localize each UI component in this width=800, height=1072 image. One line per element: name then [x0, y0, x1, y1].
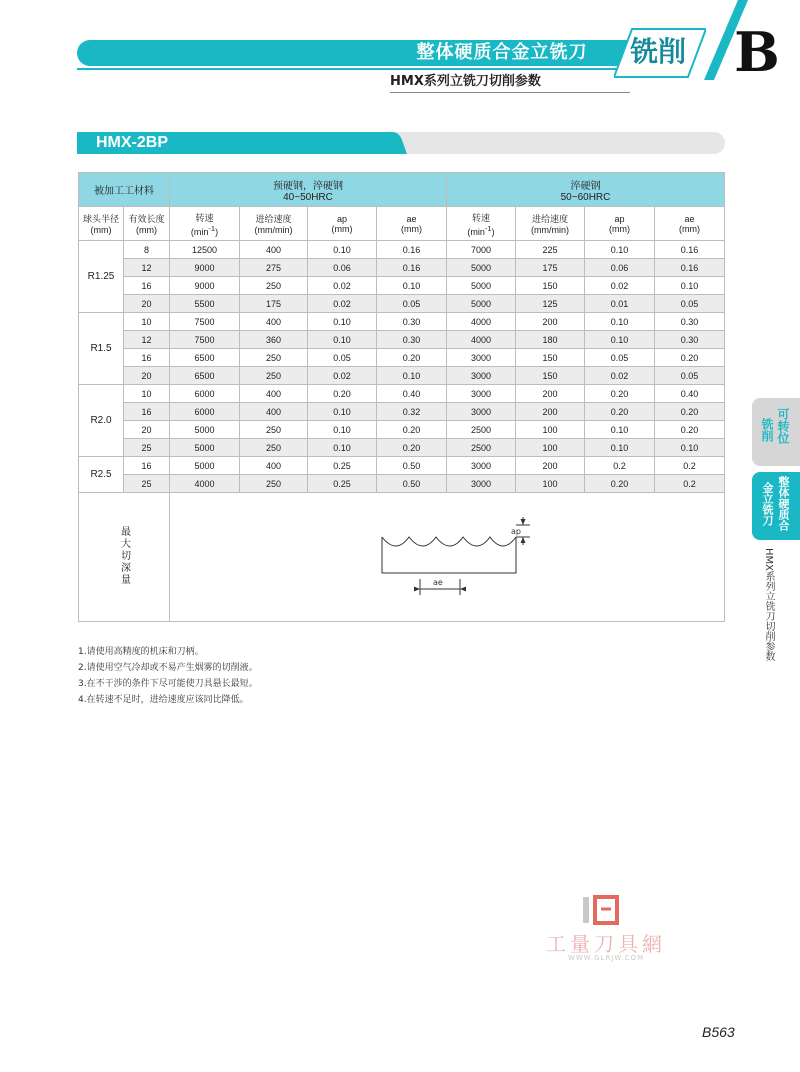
header-tab-label: 铣削 — [629, 35, 686, 68]
depth-row — [79, 493, 725, 622]
table-cell: 0.20 — [308, 385, 377, 403]
table-cell: 25 — [124, 475, 170, 493]
table-row — [79, 475, 725, 493]
table-cell: 200 — [516, 385, 585, 403]
table-cell: 0.20 — [655, 349, 725, 367]
table-cell: 0.20 — [377, 349, 447, 367]
table-cell: 250 — [240, 475, 308, 493]
watermark-text: 工量刀具網 — [546, 932, 666, 956]
table-cell: 16 — [124, 403, 170, 421]
side-section-label: HMX系列立铣刀切削参数 — [763, 548, 774, 661]
table-cell: 275 — [240, 259, 308, 277]
table-cell: 12 — [124, 259, 170, 277]
table-cell: 0.20 — [585, 475, 655, 493]
col-ae-2: ae (mm) — [655, 207, 725, 241]
table-cell: 0.02 — [308, 277, 377, 295]
table-cell: 0.01 — [585, 295, 655, 313]
table-row — [79, 349, 725, 367]
table-cell: 0.10 — [585, 313, 655, 331]
table-cell: 400 — [240, 385, 308, 403]
table-cell: 200 — [516, 313, 585, 331]
table-cell: 0.10 — [308, 331, 377, 349]
table-cell: 0.10 — [377, 277, 447, 295]
table-cell: 25 — [124, 439, 170, 457]
table-cell: 400 — [240, 457, 308, 475]
table-cell: 0.05 — [377, 295, 447, 313]
table-row — [79, 295, 725, 313]
page-number: B563 — [702, 1024, 735, 1040]
note-item: 4.在转速不足时，进给速度应该同比降低。 — [78, 695, 249, 705]
group1-header: 预硬钢，淬硬钢 40~50HRC — [170, 173, 447, 207]
table-cell: 7500 — [170, 313, 240, 331]
table-cell: 7500 — [170, 331, 240, 349]
table-cell: 0.02 — [585, 277, 655, 295]
table-row — [79, 367, 725, 385]
table-cell: 0.10 — [308, 439, 377, 457]
table-cell: 0.50 — [377, 475, 447, 493]
table-cell: 3000 — [447, 403, 516, 421]
radius-cell: R1.25 — [79, 241, 124, 313]
col-radius: 球头半径 (mm) — [79, 207, 124, 241]
header-subtitle: HMX系列立铣刀切削参数 — [390, 74, 541, 89]
col-length: 有效长度 (mm) — [124, 207, 170, 241]
table-cell: 0.40 — [655, 385, 725, 403]
table-cell: 0.2 — [655, 475, 725, 493]
table-cell: 6000 — [170, 385, 240, 403]
table-cell: 0.16 — [655, 241, 725, 259]
table-cell: 0.2 — [585, 457, 655, 475]
table-cell: 0.16 — [377, 241, 447, 259]
table-cell: 10 — [124, 385, 170, 403]
table-cell: 2500 — [447, 439, 516, 457]
side-tab1-text-b: 铣削 — [760, 418, 774, 442]
note-item: 3.在不干涉的条件下尽可能使刀具悬长最短。 — [78, 679, 258, 689]
table-cell: 6500 — [170, 349, 240, 367]
table-row — [79, 313, 725, 331]
col-speed-1: 转速 $(\min^{-1})$ — [170, 207, 240, 241]
table-row — [79, 421, 725, 439]
table-row — [79, 385, 725, 403]
table-cell: 0.30 — [655, 331, 725, 349]
table-cell: 250 — [240, 439, 308, 457]
table-cell: 5000 — [447, 259, 516, 277]
table-cell: 16 — [124, 277, 170, 295]
table-cell: 3000 — [447, 385, 516, 403]
table-cell: 400 — [240, 403, 308, 421]
radius-cell: R2.0 — [79, 385, 124, 457]
table-cell: 0.16 — [655, 259, 725, 277]
col-feed-2: 进给速度 (mm/min) — [516, 207, 585, 241]
watermark-logo-icon — [581, 895, 621, 925]
depth-label-cell — [79, 493, 170, 622]
table-cell: 0.10 — [308, 403, 377, 421]
col-ae-1: ae (mm) — [377, 207, 447, 241]
table-cell: 0.02 — [308, 367, 377, 385]
group2-header: 淬硬钢 50~60HRC — [447, 173, 725, 207]
table-cell: 175 — [240, 295, 308, 313]
table-cell: 3000 — [447, 475, 516, 493]
chapter-letter: B — [734, 20, 780, 84]
table-cell: 0.10 — [308, 313, 377, 331]
table-cell: 4000 — [170, 475, 240, 493]
table-cell: 20 — [124, 421, 170, 439]
table-cell: 9000 — [170, 259, 240, 277]
table-cell: 16 — [124, 349, 170, 367]
table-cell: 250 — [240, 277, 308, 295]
table-cell: 200 — [516, 457, 585, 475]
table-cell: 0.20 — [655, 403, 725, 421]
radius-cell: R2.5 — [79, 457, 124, 493]
table-cell: 0.50 — [377, 457, 447, 475]
side-tab2-text-a: 整体硬质合 — [777, 476, 790, 531]
table-cell: 12500 — [170, 241, 240, 259]
table-cell: 0.05 — [308, 349, 377, 367]
table-cell: 175 — [516, 259, 585, 277]
table-cell: 100 — [516, 475, 585, 493]
section-title: HMX-2BP — [96, 134, 169, 151]
table-cell: 250 — [240, 349, 308, 367]
table-cell: 2500 — [447, 421, 516, 439]
table-cell: 0.10 — [655, 277, 725, 295]
table-cell: 0.20 — [655, 421, 725, 439]
table-row — [79, 277, 725, 295]
table-cell: 360 — [240, 331, 308, 349]
table-row — [79, 457, 725, 475]
table-cell: 5000 — [170, 421, 240, 439]
cutting-parameter-table — [78, 172, 725, 622]
table-cell: 7000 — [447, 241, 516, 259]
table-cell: 0.25 — [308, 457, 377, 475]
table-cell: 0.10 — [308, 421, 377, 439]
table-cell: 0.02 — [585, 367, 655, 385]
table-row — [79, 331, 725, 349]
table-cell: 225 — [516, 241, 585, 259]
header-underline — [77, 68, 632, 70]
table-cell: 0.25 — [308, 475, 377, 493]
col-speed-2: 转速 $(\min^{-1})$ — [447, 207, 516, 241]
table-cell: 9000 — [170, 277, 240, 295]
material-header: 被加工工材料 — [79, 173, 170, 207]
side-tab1-text-a: 可转位 — [776, 408, 790, 444]
table-cell: 5000 — [447, 277, 516, 295]
table-cell: 0.10 — [585, 421, 655, 439]
table-cell: 250 — [240, 367, 308, 385]
table-cell: 5000 — [170, 439, 240, 457]
table-cell: 0.2 — [655, 457, 725, 475]
table-cell: 0.06 — [585, 259, 655, 277]
table-row — [79, 259, 725, 277]
col-ap-2: ap (mm) — [585, 207, 655, 241]
table-cell: 4000 — [447, 313, 516, 331]
table-cell: 0.10 — [655, 439, 725, 457]
subtitle-rule — [390, 92, 630, 93]
table-cell: 0.30 — [655, 313, 725, 331]
table-cell: 5000 — [447, 295, 516, 313]
note-item: 1.请使用高精度的机床和刀柄。 — [78, 647, 204, 657]
table-cell: 150 — [516, 349, 585, 367]
table-cell: 200 — [516, 403, 585, 421]
table-cell: 3000 — [447, 367, 516, 385]
table-cell: 0.06 — [308, 259, 377, 277]
table-cell: 180 — [516, 331, 585, 349]
table-cell: 10 — [124, 313, 170, 331]
table-cell: 100 — [516, 439, 585, 457]
table-cell: 4000 — [447, 331, 516, 349]
table-cell: 16 — [124, 457, 170, 475]
table-cell: 250 — [240, 421, 308, 439]
table-cell: 0.10 — [585, 331, 655, 349]
table-cell: 0.30 — [377, 331, 447, 349]
table-cell: 0.05 — [655, 367, 725, 385]
col-feed-1: 进给速度 (mm/min) — [240, 207, 308, 241]
watermark-url: WWW.GLRJW.COM — [567, 954, 645, 962]
table-cell: 6000 — [170, 403, 240, 421]
table-cell: 0.20 — [377, 439, 447, 457]
table-cell: 0.05 — [585, 349, 655, 367]
ae-label: ae — [433, 578, 443, 587]
table-cell: 0.40 — [377, 385, 447, 403]
diagram-cell — [170, 493, 725, 622]
table-cell: 0.30 — [377, 313, 447, 331]
table-cell: 0.32 — [377, 403, 447, 421]
table-cell: 400 — [240, 241, 308, 259]
side-tab2-text-b: 金立铣刀 — [761, 482, 774, 526]
table-cell: 0.02 — [308, 295, 377, 313]
table-cell: 150 — [516, 367, 585, 385]
table-cell: 0.10 — [308, 241, 377, 259]
table-cell: 125 — [516, 295, 585, 313]
table-cell: 0.20 — [585, 403, 655, 421]
table-cell: 5500 — [170, 295, 240, 313]
table-cell: 100 — [516, 421, 585, 439]
table-cell: 0.10 — [377, 367, 447, 385]
depth-label: 最大切深量 — [118, 526, 130, 586]
table-cell: 0.10 — [585, 241, 655, 259]
table-cell: 150 — [516, 277, 585, 295]
table-row — [79, 439, 725, 457]
table-cell: 0.16 — [377, 259, 447, 277]
table-cell: 8 — [124, 241, 170, 259]
table-cell: 0.10 — [585, 439, 655, 457]
table-row — [79, 241, 725, 259]
notes — [78, 644, 258, 708]
table-cell: 12 — [124, 331, 170, 349]
note-item: 2.请使用空气冷却或不易产生烟雾的切削液。 — [78, 663, 258, 673]
table-cell: 0.05 — [655, 295, 725, 313]
col-ap-1: ap (mm) — [308, 207, 377, 241]
table-cell: 20 — [124, 367, 170, 385]
table-row — [79, 403, 725, 421]
table-cell: 6500 — [170, 367, 240, 385]
table-cell: 0.20 — [377, 421, 447, 439]
header-title: 整体硬质合金立铣刀 — [416, 42, 588, 63]
table-cell: 400 — [240, 313, 308, 331]
ap-label: ap — [511, 527, 521, 536]
table-cell: 5000 — [170, 457, 240, 475]
cut-depth-diagram — [170, 495, 730, 617]
table-cell: 3000 — [447, 349, 516, 367]
table-cell: 20 — [124, 295, 170, 313]
table-cell: 0.20 — [585, 385, 655, 403]
table-cell: 3000 — [447, 457, 516, 475]
radius-cell: R1.5 — [79, 313, 124, 385]
